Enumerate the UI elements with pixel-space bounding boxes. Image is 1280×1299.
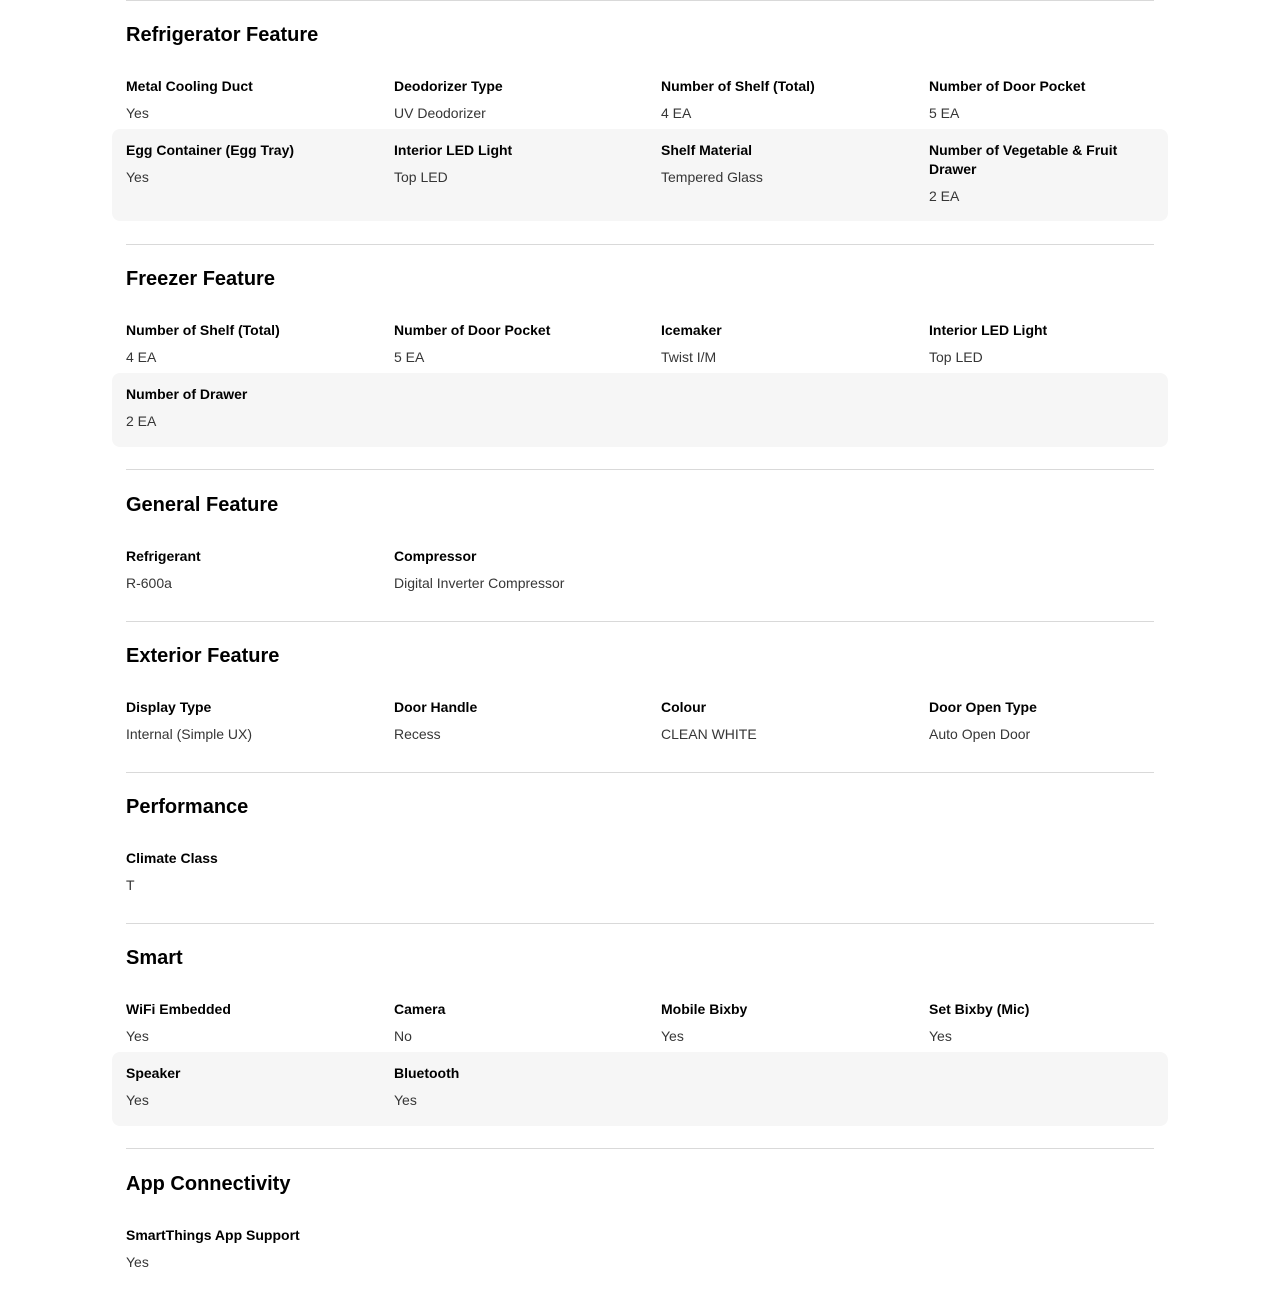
- spec-item: [126, 309, 362, 367]
- spec-label: Deodorizer Type: [394, 78, 503, 94]
- spec-item: [126, 686, 362, 744]
- section-title: Refrigerator Feature: [126, 24, 319, 46]
- spec-label: Compressor: [394, 548, 477, 564]
- spec-row: [112, 129, 1168, 221]
- spec-row: [112, 65, 1168, 129]
- spec-label: Number of Shelf (Total): [126, 322, 280, 338]
- spec-label: Interior LED Light: [929, 322, 1048, 338]
- spec-row: [112, 373, 1168, 447]
- spec-value: Top LED: [394, 169, 448, 185]
- spec-label: WiFi Embedded: [126, 1001, 231, 1017]
- spec-item: [929, 129, 1165, 206]
- section-title: General Feature: [126, 494, 279, 516]
- section-title: App Connectivity: [126, 1173, 291, 1195]
- spec-label: Shelf Material: [661, 142, 753, 158]
- spec-value: Yes: [126, 1092, 149, 1108]
- spec-item: [929, 686, 1165, 744]
- spec-value: CLEAN WHITE: [661, 726, 757, 742]
- spec-label: Climate Class: [126, 850, 218, 866]
- spec-label: Display Type: [126, 699, 212, 715]
- spec-value: Yes: [929, 1028, 952, 1044]
- spec-value: 5 EA: [394, 349, 425, 365]
- spec-item: [929, 65, 1165, 123]
- spec-row: [112, 309, 1168, 373]
- spec-item: [661, 686, 897, 744]
- spec-item: [929, 988, 1165, 1046]
- spec-item: [126, 1052, 362, 1110]
- spec-value: Yes: [126, 1254, 149, 1270]
- spec-label: Door Open Type: [929, 699, 1037, 715]
- spec-item: [126, 129, 362, 187]
- section-title: Freezer Feature: [126, 268, 275, 290]
- spec-value: 4 EA: [661, 105, 692, 121]
- spec-label: Number of Door Pocket: [394, 322, 551, 338]
- spec-label: Camera: [394, 1001, 446, 1017]
- spec-label: Set Bixby (Mic): [929, 1001, 1030, 1017]
- spec-label: Metal Cooling Duct: [126, 78, 253, 94]
- spec-item: [126, 373, 362, 431]
- spec-row: [112, 535, 1168, 599]
- spec-label: Mobile Bixby: [661, 1001, 748, 1017]
- spec-item: [661, 988, 897, 1046]
- spec-value: Recess: [394, 726, 441, 742]
- spec-value: Yes: [394, 1092, 417, 1108]
- spec-label: SmartThings App Support: [126, 1227, 300, 1243]
- spec-item: [394, 1052, 630, 1110]
- section-title: Smart: [126, 947, 183, 969]
- spec-item: [661, 309, 897, 367]
- spec-label: Refrigerant: [126, 548, 201, 564]
- spec-value: 5 EA: [929, 105, 960, 121]
- spec-item: [394, 988, 630, 1046]
- spec-label: Interior LED Light: [394, 142, 513, 158]
- spec-value: Yes: [661, 1028, 684, 1044]
- spec-item: [126, 837, 362, 895]
- spec-value: Twist I/M: [661, 349, 717, 365]
- spec-value: Yes: [126, 169, 149, 185]
- spec-item: [394, 65, 630, 123]
- section-divider: [126, 1148, 1154, 1149]
- spec-label: Number of Shelf (Total): [661, 78, 815, 94]
- spec-item: [394, 309, 630, 367]
- section-divider: [126, 772, 1154, 773]
- spec-value: Top LED: [929, 349, 983, 365]
- spec-label: Colour: [661, 699, 707, 715]
- spec-label: Icemaker: [661, 322, 722, 338]
- spec-row: [112, 1214, 1168, 1278]
- section-divider: [126, 244, 1154, 245]
- spec-row: [112, 988, 1168, 1052]
- spec-label: Number of Vegetable & Fruit Drawer: [929, 142, 1118, 177]
- spec-label: Bluetooth: [394, 1065, 460, 1081]
- section-divider: [126, 0, 1154, 1]
- spec-value: 4 EA: [126, 349, 157, 365]
- section-divider: [126, 621, 1154, 622]
- spec-item: [394, 686, 630, 744]
- spec-value: No: [394, 1028, 412, 1044]
- spec-label: Door Handle: [394, 699, 478, 715]
- spec-item: [126, 535, 362, 593]
- spec-item: [394, 129, 630, 187]
- spec-label: Speaker: [126, 1065, 181, 1081]
- spec-value: 2 EA: [126, 413, 157, 429]
- spec-value: UV Deodorizer: [394, 105, 486, 121]
- spec-item: [126, 988, 362, 1046]
- spec-value: Auto Open Door: [929, 726, 1031, 742]
- spec-value: Digital Inverter Compressor: [394, 575, 565, 591]
- spec-label: Egg Container (Egg Tray): [126, 142, 295, 158]
- spec-item: [126, 1214, 362, 1272]
- spec-row: [112, 1052, 1168, 1126]
- spec-value: R-600a: [126, 575, 172, 591]
- spec-value: Yes: [126, 1028, 149, 1044]
- spec-label: Number of Drawer: [126, 386, 248, 402]
- spec-value: Yes: [126, 105, 149, 121]
- spec-item: [661, 65, 897, 123]
- section-title: Exterior Feature: [126, 645, 280, 667]
- spec-item: [394, 535, 630, 593]
- spec-value: T: [126, 877, 135, 893]
- section-divider: [126, 923, 1154, 924]
- spec-item: [661, 129, 897, 187]
- spec-value: 2 EA: [929, 188, 960, 204]
- spec-value: Internal (Simple UX): [126, 726, 253, 742]
- section-title: Performance: [126, 796, 249, 818]
- spec-label: Number of Door Pocket: [929, 78, 1086, 94]
- spec-row: [112, 837, 1168, 901]
- spec-item: [126, 65, 362, 123]
- spec-row: [112, 686, 1168, 750]
- spec-value: Tempered Glass: [661, 169, 763, 185]
- spec-item: [929, 309, 1165, 367]
- section-divider: [126, 469, 1154, 470]
